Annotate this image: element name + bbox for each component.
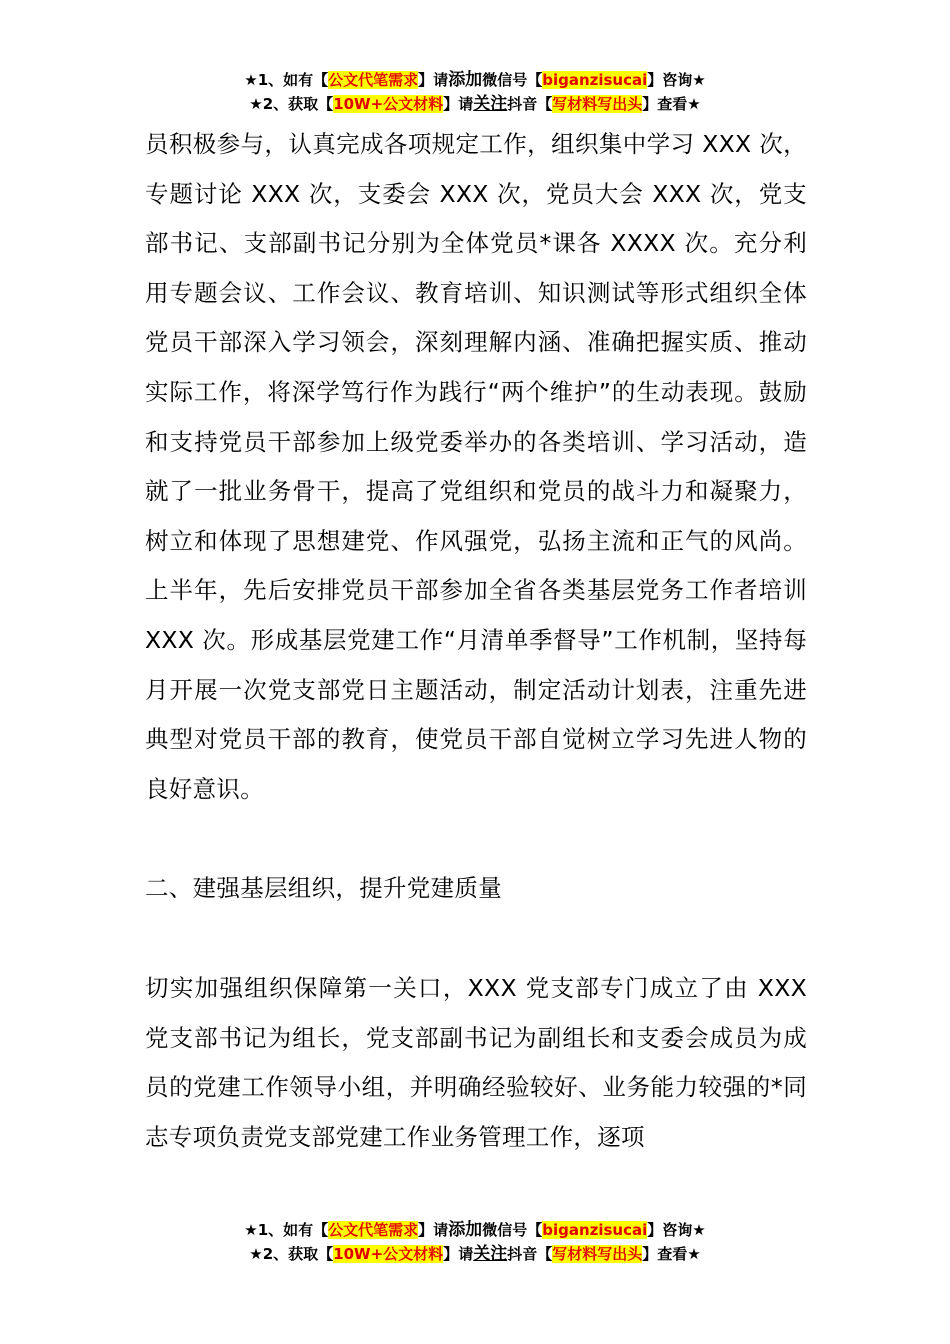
paragraph-2: 切实加强组织保障第一关口，XXX 党支部专门成立了由 XXX 党支部书记为组长，党支部副书记为副组长和支委会成员为成员的党建工作领导小组，并明确经验较好、业务能力较强的*同志专项负责党支部党建工作业务管理工作，逐项	[145, 973, 807, 1151]
banner-line-2	[0, 1242, 950, 1266]
banner-emphasis: 添加	[448, 1220, 483, 1240]
banner-text: 2、获取【	[262, 95, 334, 113]
banner-text: 】咨询	[647, 71, 693, 89]
document-body	[145, 120, 807, 1162]
banner-text: 1、如有【	[257, 1221, 329, 1239]
banner-text: 】请	[418, 71, 449, 89]
star-icon: ★	[687, 1245, 701, 1263]
banner-text: 抖音【	[507, 95, 553, 113]
banner-text: 】查看	[642, 95, 688, 113]
highlight-materials: 10W+公文材料	[333, 1245, 444, 1263]
highlight-service: 公文代笔需求	[328, 1221, 419, 1239]
star-icon: ★	[692, 1221, 706, 1239]
banner-line-2	[0, 92, 950, 116]
banner-text: 2、获取【	[262, 1245, 334, 1263]
star-icon: ★	[249, 1245, 263, 1263]
banner-text: 微信号【	[482, 71, 543, 89]
highlight-wechat-id: biganzisucai	[542, 1221, 648, 1239]
banner-line-1	[0, 1218, 950, 1242]
section-heading-2: 二、建强基层组织，提升党建质量	[145, 874, 502, 903]
star-icon: ★	[249, 95, 263, 113]
banner-text: 】查看	[642, 1245, 688, 1263]
banner-emphasis: 关注	[473, 1244, 508, 1264]
banner-line-1	[0, 68, 950, 92]
paragraph-1: 员积极参与，认真完成各项规定工作，组织集中学习 XXX 次，专题讨论 XXX 次，支委会 XXX 次，党员大会 XXX 次，党支部书记、支部副书记分别为全体党员*课各 XXXX 次。充分利用专题会议、工作会议、教育培训、知识测试等形式组织全体党员干部深入学习领会，深刻理解内涵、准确把握实质、推动实际工作，将深学笃行作为践行“两个维护”的生动表现。鼓励和支持党员干部参加上级党委举办的各类培训、学习活动，造就了一批业务骨干，提高了党组织和党员的战斗力和凝聚力，树立和体现了思想建党、作风强党，弘扬主流和正气的风尚。上半年，先后安排党员干部参加全省各类基层党务工作者培训 XXX 次。形成基层党建工作“月清单季督导”工作机制，坚持每月开展一次党支部党日主题活动，制定活动计划表，注重先进典型对党员干部的教育，使党员干部自觉树立学习先进人物的良好意识。	[145, 130, 807, 803]
banner-text: 微信号【	[482, 1221, 543, 1239]
banner-emphasis: 关注	[473, 94, 508, 114]
banner-emphasis: 添加	[448, 70, 483, 90]
star-icon: ★	[244, 1221, 258, 1239]
footer-banner	[0, 1218, 950, 1266]
highlight-douyin-account: 写材料写出头	[552, 1245, 643, 1263]
highlight-service: 公文代笔需求	[328, 71, 419, 89]
highlight-wechat-id: biganzisucai	[542, 71, 648, 89]
banner-text: 1、如有【	[257, 71, 329, 89]
star-icon: ★	[244, 71, 258, 89]
banner-text: 抖音【	[507, 1245, 553, 1263]
header-banner	[0, 68, 950, 116]
highlight-douyin-account: 写材料写出头	[552, 95, 643, 113]
highlight-materials: 10W+公文材料	[333, 95, 444, 113]
banner-text: 】请	[418, 1221, 449, 1239]
banner-text: 】请	[443, 95, 474, 113]
banner-text: 】咨询	[647, 1221, 693, 1239]
star-icon: ★	[692, 71, 706, 89]
banner-text: 】请	[443, 1245, 474, 1263]
star-icon: ★	[687, 95, 701, 113]
